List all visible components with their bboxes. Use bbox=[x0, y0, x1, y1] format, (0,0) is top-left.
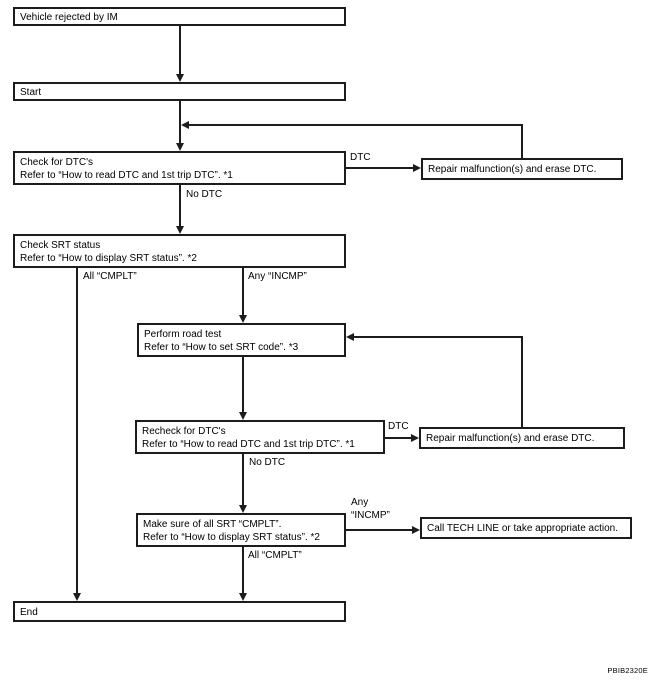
node-road-test-line1: Perform road test bbox=[144, 329, 222, 340]
edge-label-dtc-1: DTC bbox=[350, 152, 371, 163]
edge-label-any-incmp-2-line2: “INCMP” bbox=[351, 510, 390, 521]
node-check-dtc-line1: Check for DTC's bbox=[20, 157, 94, 168]
node-check-dtc bbox=[13, 151, 346, 185]
edge-label-any-incmp-1: Any “INCMP” bbox=[248, 271, 307, 282]
node-check-srt-line1: Check SRT status bbox=[20, 240, 101, 251]
node-check-srt bbox=[13, 234, 346, 268]
connector-all-cmplt-2 bbox=[242, 547, 244, 594]
arrowhead-into-make-sure-srt bbox=[239, 505, 247, 513]
node-repair-1 bbox=[421, 158, 623, 180]
arrowhead-all-cmplt-into-end bbox=[73, 593, 81, 601]
edge-label-no-dtc-2: No DTC bbox=[249, 457, 286, 468]
arrowhead-feedback-2 bbox=[346, 333, 354, 341]
arrowhead-into-road-test bbox=[239, 315, 247, 323]
node-start bbox=[13, 82, 346, 101]
node-recheck-dtc bbox=[135, 420, 385, 454]
arrowhead-into-repair-2 bbox=[411, 434, 419, 442]
node-call-tech-line-label: Call TECH LINE or take appropriate action. bbox=[427, 523, 619, 534]
connector-repair-2-feedback-vertical bbox=[521, 336, 523, 427]
connector-road-test-to-recheck bbox=[242, 357, 244, 412]
arrowhead-into-repair-1 bbox=[413, 164, 421, 172]
arrowhead-into-check-dtc bbox=[176, 143, 184, 151]
node-recheck-dtc-line1: Recheck for DTC's bbox=[142, 426, 226, 437]
node-end-label: End bbox=[20, 606, 38, 618]
node-repair-2 bbox=[419, 427, 625, 449]
node-end bbox=[13, 601, 346, 622]
node-repair-2-label: Repair malfunction(s) and erase DTC. bbox=[426, 433, 595, 444]
node-repair-1-label: Repair malfunction(s) and erase DTC. bbox=[428, 164, 597, 175]
connector-vehicle-to-start bbox=[179, 26, 181, 75]
node-check-dtc-line2: Refer to “How to read DTC and 1st trip DTC”. *1 bbox=[20, 170, 233, 181]
arrowhead-feedback-1 bbox=[181, 121, 189, 129]
connector-any-incmp-2 bbox=[346, 529, 412, 531]
node-vehicle-rejected bbox=[13, 7, 346, 26]
edge-label-any-incmp-2-line1: Any bbox=[351, 497, 369, 508]
node-call-tech-line bbox=[420, 517, 632, 539]
node-check-srt-line2: Refer to “How to display SRT status”. *2 bbox=[20, 253, 197, 264]
edge-label-all-cmplt-2: All “CMPLT” bbox=[248, 550, 302, 561]
edge-label-dtc-2: DTC bbox=[388, 421, 409, 432]
connector-all-cmplt-1 bbox=[76, 268, 78, 594]
node-road-test bbox=[137, 323, 346, 357]
node-start-label: Start bbox=[20, 86, 42, 98]
connector-repair-1-feedback-horizontal bbox=[189, 124, 523, 126]
arrowhead-into-call-tech-line bbox=[412, 526, 420, 534]
connector-dtc-1 bbox=[346, 167, 413, 169]
node-make-sure-srt-line1: Make sure of all SRT “CMPLT”. bbox=[143, 519, 282, 530]
connector-no-dtc-1 bbox=[179, 185, 181, 226]
connector-repair-2-feedback-horizontal bbox=[353, 336, 523, 338]
edge-label-all-cmplt-1: All “CMPLT” bbox=[83, 271, 137, 282]
node-make-sure-srt bbox=[136, 513, 346, 547]
figure-code: PBIB2320E bbox=[607, 666, 648, 675]
node-vehicle-rejected-label: Vehicle rejected by IM bbox=[20, 11, 118, 23]
edge-label-no-dtc-1: No DTC bbox=[186, 189, 223, 200]
arrowhead-into-recheck-dtc bbox=[239, 412, 247, 420]
node-road-test-line2: Refer to “How to set SRT code”. *3 bbox=[144, 342, 299, 353]
node-make-sure-srt-line2: Refer to “How to display SRT status”. *2 bbox=[143, 532, 320, 543]
connector-no-dtc-2 bbox=[242, 454, 244, 506]
connector-repair-1-feedback-vertical bbox=[521, 124, 523, 158]
connector-dtc-2 bbox=[385, 437, 411, 439]
arrowhead-all-cmplt-2-into-end bbox=[239, 593, 247, 601]
connector-any-incmp-1 bbox=[242, 268, 244, 316]
arrowhead-into-check-srt bbox=[176, 226, 184, 234]
node-recheck-dtc-line2: Refer to “How to read DTC and 1st trip DTC”. *1 bbox=[142, 439, 355, 450]
arrowhead-into-start bbox=[176, 74, 184, 82]
